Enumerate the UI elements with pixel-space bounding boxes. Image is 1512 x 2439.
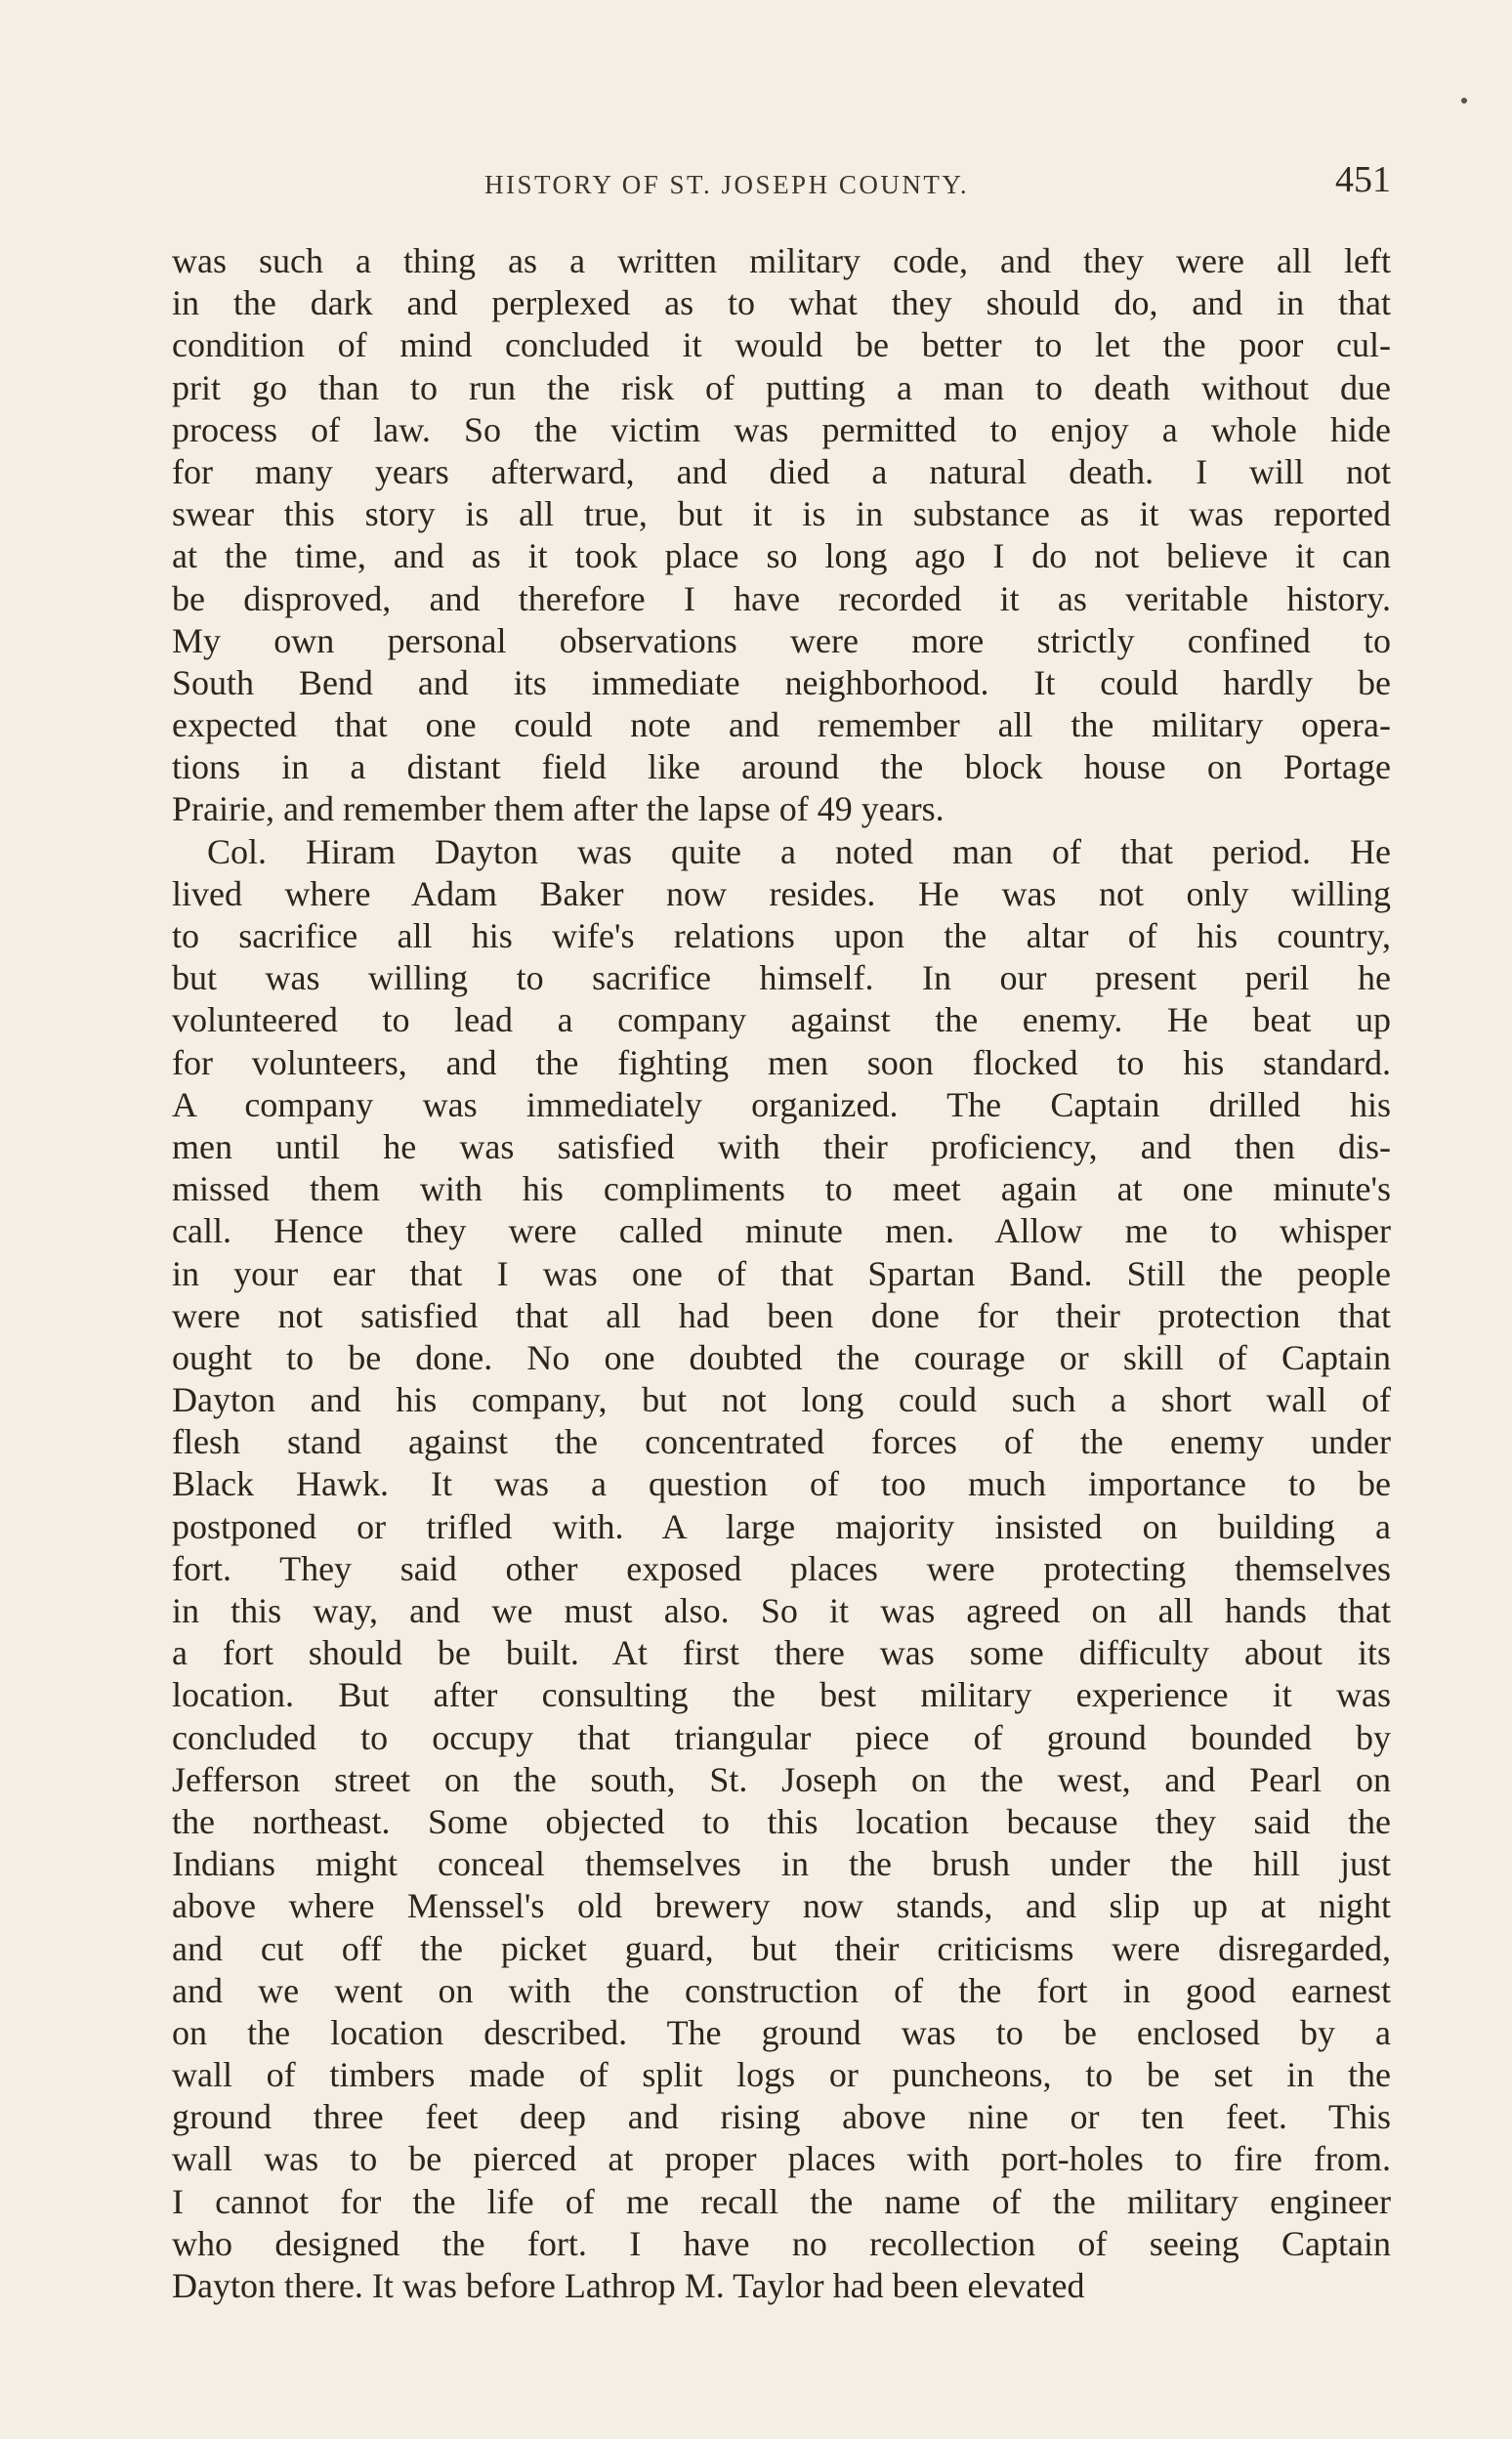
text-line: on the location described. The ground was to be enclosed by a — [172, 2012, 1391, 2052]
text-line: and we went on with the construction of the fort in good earnest — [172, 1970, 1391, 2010]
text-line: Indians might conceal themselves in the brush under the hill just — [172, 1844, 1391, 1884]
text-line: A company was immediately organized. The Captain drilled his — [172, 1084, 1391, 1124]
text-line: fort. They said other exposed places were protecting themselves — [172, 1548, 1391, 1588]
text-line: men until he was satisfied with their proficiency, and then dis- — [172, 1126, 1391, 1166]
text-line: to sacrifice all his wife's relations upon the altar of his country, — [172, 916, 1391, 955]
text-line: above where Menssel's old brewery now stands, and slip up at night — [172, 1886, 1391, 1926]
text-line: a fort should be built. At first there was some difficulty about its — [172, 1633, 1391, 1673]
text-line: at the time, and as it took place so long ago I do not believe it can — [172, 536, 1391, 576]
text-line: condition of mind concluded it would be better to let the poor cul- — [172, 325, 1391, 365]
text-line: swear this story is all true, but it is in substance as it was reported — [172, 494, 1391, 534]
text-line: in the dark and perplexed as to what they should do, and in that — [172, 283, 1391, 323]
text-line: concluded to occupy that triangular piece of ground bounded by — [172, 1717, 1391, 1757]
text-line: Dayton there. It was before Lathrop M. Taylor had been elevated — [172, 2266, 1085, 2305]
page-header — [172, 158, 1391, 207]
text-line: tions in a distant field like around the block house on Portage — [172, 747, 1391, 787]
running-title: HISTORY OF ST. JOSEPH COUNTY. — [484, 170, 970, 199]
text-line: in this way, and we must also. So it was agreed on all hands that — [172, 1591, 1391, 1630]
text-line: were not satisfied that all had been done for their protection that — [172, 1295, 1391, 1335]
text-line: wall was to be pierced at proper places with port-holes to fire from. — [172, 2139, 1391, 2179]
text-line: in your ear that I was one of that Spartan Band. Still the people — [172, 1253, 1391, 1293]
text-line: call. Hence they were called minute men. Allow me to whisper — [172, 1211, 1391, 1251]
page-number: 451 — [1335, 159, 1391, 200]
text-line: for many years afterward, and died a natural death. I will not — [172, 451, 1391, 491]
text-line: ground three feet deep and rising above nine or ten feet. This — [172, 2097, 1391, 2137]
text-line: volunteered to lead a company against the enemy. He beat up — [172, 1000, 1391, 1040]
text-line: prit go than to run the risk of putting a man to death without due — [172, 367, 1391, 407]
text-line: was such a thing as a written military code, and they were all left — [172, 241, 1391, 280]
text-line: but was willing to sacrifice himself. In our present peril he — [172, 958, 1391, 998]
text-line: location. But after consulting the best military experience it was — [172, 1675, 1391, 1715]
text-line: I cannot for the life of me recall the name of the military engineer — [172, 2181, 1391, 2221]
text-line: the northeast. Some objected to this location because they said the — [172, 1801, 1391, 1841]
page-speck — [1461, 98, 1467, 104]
text-line: postponed or trifled with. A large majority insisted on building a — [172, 1506, 1391, 1546]
text-line: flesh stand against the concentrated forces of the enemy under — [172, 1422, 1391, 1462]
text-line: Dayton and his company, but not long could such a short wall of — [172, 1380, 1391, 1420]
text-line: Prairie, and remember them after the lapse of 49 years. — [172, 789, 945, 829]
text-line: lived where Adam Baker now resides. He was not only willing — [172, 873, 1391, 913]
text-line: ought to be done. No one doubted the courage or skill of Captain — [172, 1337, 1391, 1377]
text-line: expected that one could note and remember all the military opera- — [172, 705, 1391, 745]
body-text — [172, 240, 1391, 2307]
text-line: wall of timbers made of split logs or puncheons, to be set in the — [172, 2055, 1391, 2095]
text-line: My own personal observations were more strictly confined to — [172, 620, 1391, 660]
text-line: process of law. So the victim was permitted to enjoy a whole hide — [172, 409, 1391, 449]
text-line: missed them with his compliments to meet again at one minute's — [172, 1169, 1391, 1209]
text-line: for volunteers, and the fighting men soon flocked to his standard. — [172, 1042, 1391, 1082]
text-line: who designed the fort. I have no recollection of seeing Captain — [172, 2223, 1391, 2263]
text-line: be disproved, and therefore I have recorded it as veritable history. — [172, 578, 1391, 618]
text-line: Black Hawk. It was a question of too much importance to be — [172, 1464, 1391, 1504]
text-line: Col. Hiram Dayton was quite a noted man of that period. He — [207, 831, 1391, 871]
text-line: Jefferson street on the south, St. Joseph on the west, and Pearl on — [172, 1759, 1391, 1799]
text-line: and cut off the picket guard, but their criticisms were disregarded, — [172, 1928, 1391, 1968]
text-line: South Bend and its immediate neighborhood. It could hardly be — [172, 662, 1391, 702]
